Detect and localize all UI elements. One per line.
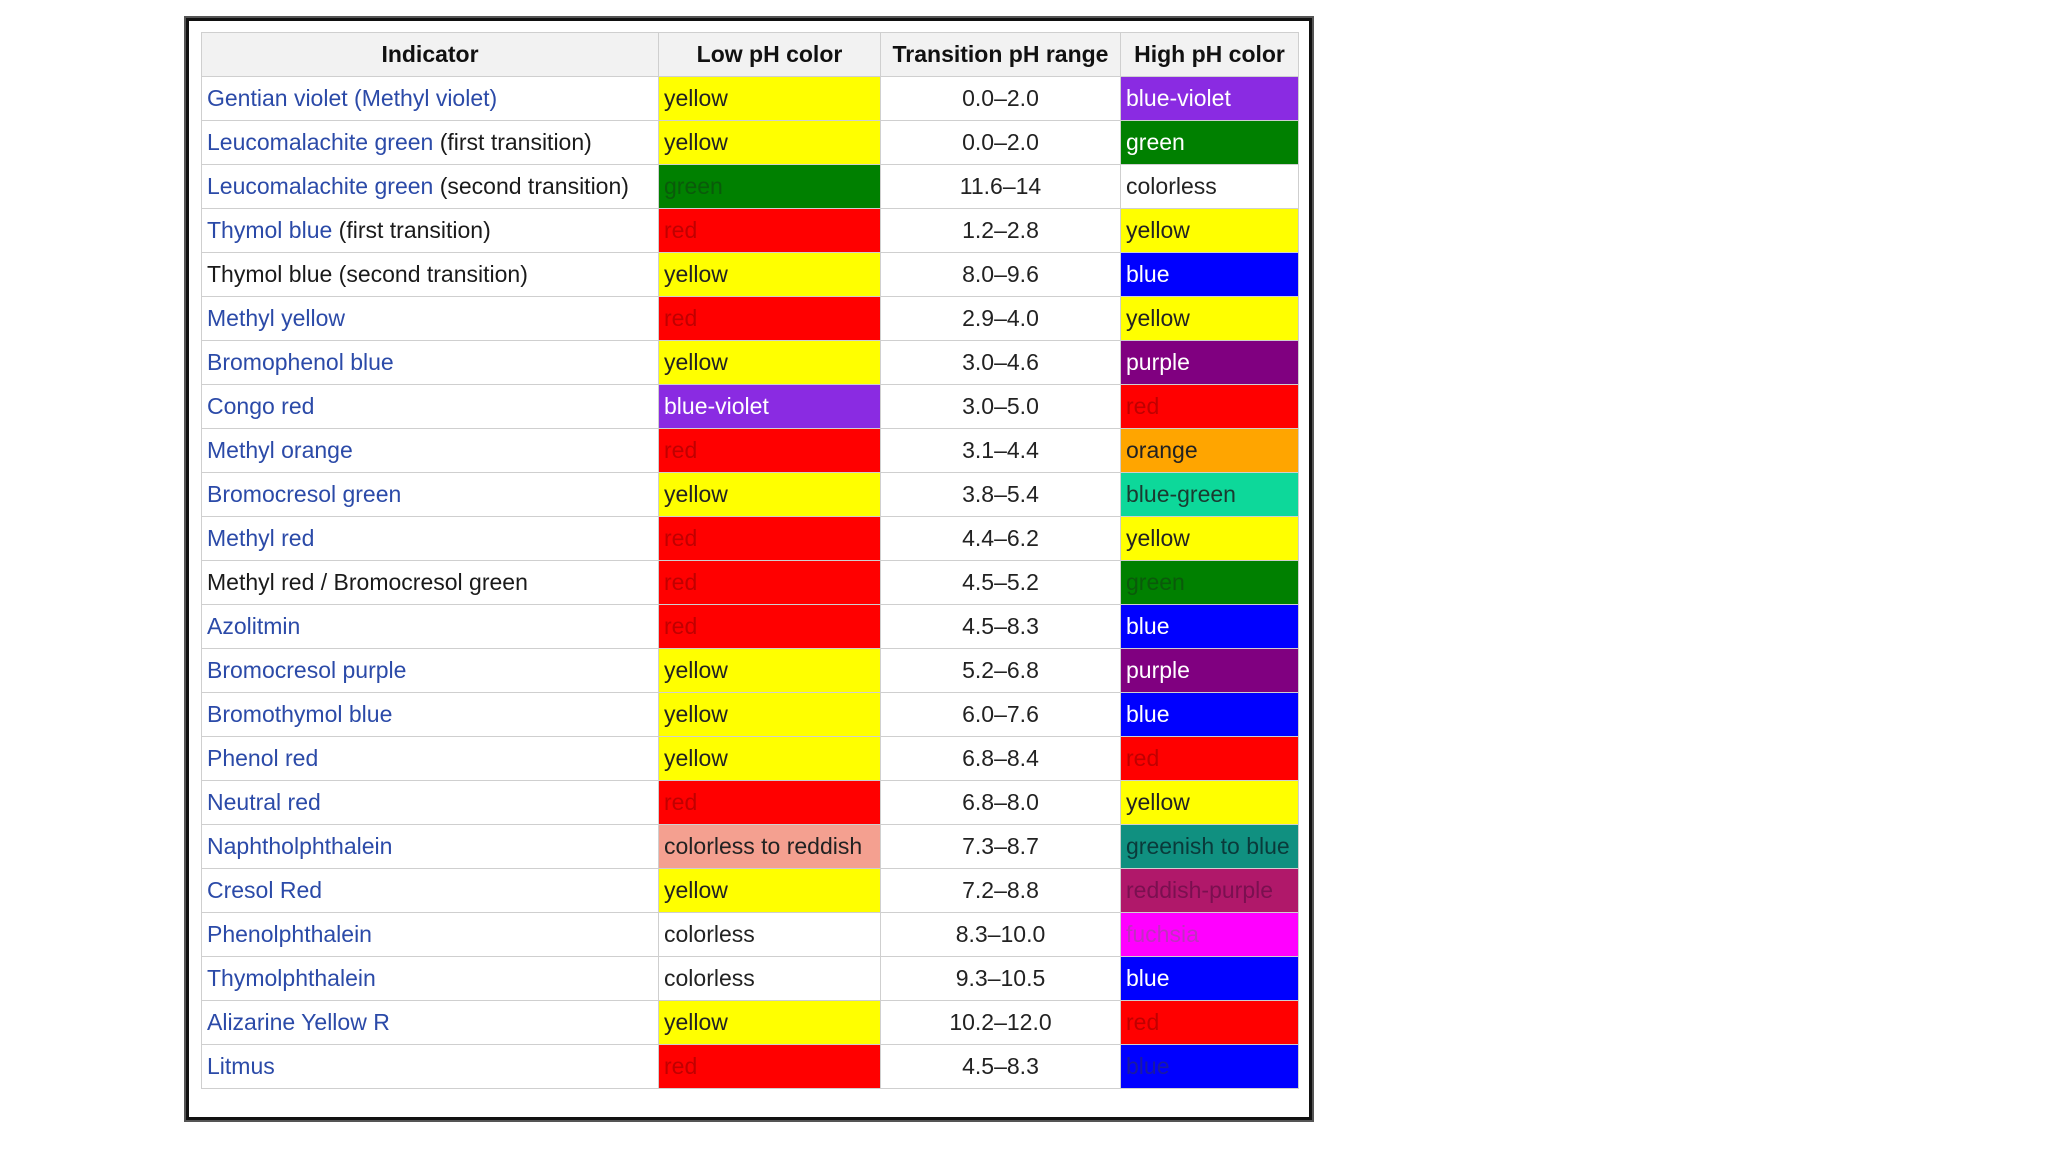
- low-ph-color-cell: yellow: [659, 869, 881, 913]
- indicator-link[interactable]: Azolitmin: [207, 613, 301, 639]
- table-row: [202, 825, 1299, 869]
- table-row: [202, 473, 1299, 517]
- table-row: [202, 913, 1299, 957]
- header-high-ph-color: High pH color: [1121, 33, 1299, 77]
- table-row: [202, 77, 1299, 121]
- indicator-note: Thymol blue (second transition): [207, 261, 528, 287]
- high-ph-color-cell: red: [1121, 737, 1299, 781]
- transition-range-cell: 6.8–8.0: [881, 781, 1121, 825]
- high-ph-color-cell: yellow: [1121, 209, 1299, 253]
- indicator-cell: [202, 209, 659, 253]
- low-ph-color-cell: colorless: [659, 957, 881, 1001]
- header-indicator: Indicator: [202, 33, 659, 77]
- indicator-cell: [202, 693, 659, 737]
- transition-range-cell: 7.2–8.8: [881, 869, 1121, 913]
- indicator-link[interactable]: Naphtholphthalein: [207, 833, 393, 859]
- transition-range-cell: 0.0–2.0: [881, 121, 1121, 165]
- high-ph-color-cell: reddish-purple: [1121, 869, 1299, 913]
- transition-range-cell: 6.0–7.6: [881, 693, 1121, 737]
- transition-range-cell: 4.5–8.3: [881, 1045, 1121, 1089]
- low-ph-color-cell: yellow: [659, 121, 881, 165]
- transition-range-cell: 6.8–8.4: [881, 737, 1121, 781]
- table-row: [202, 341, 1299, 385]
- indicator-cell: [202, 1045, 659, 1089]
- table-row: [202, 165, 1299, 209]
- table-row: [202, 781, 1299, 825]
- transition-range-cell: 2.9–4.0: [881, 297, 1121, 341]
- indicator-link[interactable]: Bromocresol green: [207, 481, 402, 507]
- indicator-link[interactable]: Methyl yellow: [207, 305, 346, 331]
- transition-range-cell: 10.2–12.0: [881, 1001, 1121, 1045]
- table-row: [202, 1045, 1299, 1089]
- low-ph-color-cell: yellow: [659, 1001, 881, 1045]
- low-ph-color-cell: red: [659, 297, 881, 341]
- high-ph-color-cell: blue: [1121, 957, 1299, 1001]
- indicator-cell: [202, 781, 659, 825]
- indicator-cell: [202, 957, 659, 1001]
- low-ph-color-cell: colorless to reddish: [659, 825, 881, 869]
- transition-range-cell: 11.6–14: [881, 165, 1121, 209]
- transition-range-cell: 8.3–10.0: [881, 913, 1121, 957]
- low-ph-color-cell: red: [659, 781, 881, 825]
- high-ph-color-cell: blue: [1121, 1045, 1299, 1089]
- indicator-link[interactable]: Bromocresol purple: [207, 657, 407, 683]
- indicator-note: (first transition): [332, 217, 491, 243]
- indicator-link[interactable]: Methyl red: [207, 525, 315, 551]
- table-row: [202, 121, 1299, 165]
- indicator-note: (first transition): [433, 129, 592, 155]
- header-transition-range: Transition pH range: [881, 33, 1121, 77]
- indicator-cell: [202, 825, 659, 869]
- indicator-link[interactable]: Thymolphthalein: [207, 965, 376, 991]
- transition-range-cell: 4.4–6.2: [881, 517, 1121, 561]
- indicator-cell: [202, 649, 659, 693]
- high-ph-color-cell: blue: [1121, 253, 1299, 297]
- low-ph-color-cell: red: [659, 429, 881, 473]
- indicator-cell: [202, 1001, 659, 1045]
- ph-indicator-table: [201, 32, 1299, 1089]
- high-ph-color-cell: green: [1121, 561, 1299, 605]
- indicator-cell: [202, 385, 659, 429]
- indicator-cell: [202, 165, 659, 209]
- table-row: [202, 253, 1299, 297]
- transition-range-cell: 0.0–2.0: [881, 77, 1121, 121]
- low-ph-color-cell: yellow: [659, 253, 881, 297]
- high-ph-color-cell: blue-violet: [1121, 77, 1299, 121]
- indicator-link[interactable]: Phenol red: [207, 745, 319, 771]
- indicator-link[interactable]: Congo red: [207, 393, 315, 419]
- low-ph-color-cell: yellow: [659, 77, 881, 121]
- low-ph-color-cell: red: [659, 209, 881, 253]
- high-ph-color-cell: yellow: [1121, 297, 1299, 341]
- indicator-cell: [202, 341, 659, 385]
- low-ph-color-cell: yellow: [659, 473, 881, 517]
- low-ph-color-cell: colorless: [659, 913, 881, 957]
- transition-range-cell: 9.3–10.5: [881, 957, 1121, 1001]
- table-row: [202, 649, 1299, 693]
- low-ph-color-cell: yellow: [659, 737, 881, 781]
- table-row: [202, 561, 1299, 605]
- transition-range-cell: 3.1–4.4: [881, 429, 1121, 473]
- high-ph-color-cell: red: [1121, 385, 1299, 429]
- indicator-cell: [202, 869, 659, 913]
- low-ph-color-cell: green: [659, 165, 881, 209]
- low-ph-color-cell: yellow: [659, 341, 881, 385]
- indicator-cell: [202, 913, 659, 957]
- table-row: [202, 517, 1299, 561]
- table-row: [202, 737, 1299, 781]
- transition-range-cell: 1.2–2.8: [881, 209, 1121, 253]
- indicator-table-frame: [186, 18, 1312, 1120]
- transition-range-cell: 4.5–8.3: [881, 605, 1121, 649]
- table-row: [202, 1001, 1299, 1045]
- high-ph-color-cell: orange: [1121, 429, 1299, 473]
- table-row: [202, 957, 1299, 1001]
- high-ph-color-cell: blue: [1121, 605, 1299, 649]
- table-row: [202, 693, 1299, 737]
- high-ph-color-cell: purple: [1121, 341, 1299, 385]
- table-body: [202, 77, 1299, 1089]
- indicator-note: (second transition): [433, 173, 629, 199]
- transition-range-cell: 3.8–5.4: [881, 473, 1121, 517]
- low-ph-color-cell: blue-violet: [659, 385, 881, 429]
- high-ph-color-cell: fuchsia: [1121, 913, 1299, 957]
- indicator-link[interactable]: Cresol Red: [207, 877, 323, 903]
- indicator-link[interactable]: Leucomalachite green: [207, 173, 434, 199]
- indicator-link[interactable]: Methyl orange: [207, 437, 353, 463]
- high-ph-color-cell: red: [1121, 1001, 1299, 1045]
- indicator-link[interactable]: Alizarine Yellow R: [207, 1009, 390, 1035]
- table-row: [202, 429, 1299, 473]
- low-ph-color-cell: red: [659, 605, 881, 649]
- high-ph-color-cell: greenish to blue: [1121, 825, 1299, 869]
- indicator-cell: [202, 297, 659, 341]
- indicator-cell: [202, 473, 659, 517]
- indicator-link[interactable]: Phenolphthalein: [207, 921, 372, 947]
- transition-range-cell: 7.3–8.7: [881, 825, 1121, 869]
- high-ph-color-cell: blue: [1121, 693, 1299, 737]
- indicator-link[interactable]: Bromothymol blue: [207, 701, 393, 727]
- transition-range-cell: 4.5–5.2: [881, 561, 1121, 605]
- transition-range-cell: 8.0–9.6: [881, 253, 1121, 297]
- indicator-link[interactable]: Gentian violet (Methyl violet): [207, 85, 498, 111]
- transition-range-cell: 5.2–6.8: [881, 649, 1121, 693]
- indicator-cell: [202, 605, 659, 649]
- indicator-link[interactable]: Bromophenol blue: [207, 349, 394, 375]
- low-ph-color-cell: red: [659, 517, 881, 561]
- low-ph-color-cell: yellow: [659, 693, 881, 737]
- indicator-link[interactable]: Litmus: [207, 1053, 275, 1079]
- indicator-cell: [202, 253, 659, 297]
- high-ph-color-cell: yellow: [1121, 517, 1299, 561]
- high-ph-color-cell: purple: [1121, 649, 1299, 693]
- indicator-cell: [202, 737, 659, 781]
- indicator-cell: [202, 121, 659, 165]
- high-ph-color-cell: blue-green: [1121, 473, 1299, 517]
- transition-range-cell: 3.0–4.6: [881, 341, 1121, 385]
- indicator-link[interactable]: Thymol blue: [207, 217, 333, 243]
- low-ph-color-cell: red: [659, 561, 881, 605]
- transition-range-cell: 3.0–5.0: [881, 385, 1121, 429]
- high-ph-color-cell: green: [1121, 121, 1299, 165]
- table-header-row: [202, 33, 1299, 77]
- indicator-cell: [202, 561, 659, 605]
- table-row: [202, 209, 1299, 253]
- table-row: [202, 605, 1299, 649]
- indicator-link[interactable]: Neutral red: [207, 789, 321, 815]
- indicator-cell: [202, 429, 659, 473]
- indicator-link[interactable]: Leucomalachite green: [207, 129, 434, 155]
- high-ph-color-cell: yellow: [1121, 781, 1299, 825]
- indicator-cell: [202, 77, 659, 121]
- table-row: [202, 869, 1299, 913]
- header-low-ph-color: Low pH color: [659, 33, 881, 77]
- low-ph-color-cell: red: [659, 1045, 881, 1089]
- table-row: [202, 385, 1299, 429]
- table-row: [202, 297, 1299, 341]
- indicator-note: Methyl red / Bromocresol green: [207, 569, 528, 595]
- indicator-cell: [202, 517, 659, 561]
- low-ph-color-cell: yellow: [659, 649, 881, 693]
- high-ph-color-cell: colorless: [1121, 165, 1299, 209]
